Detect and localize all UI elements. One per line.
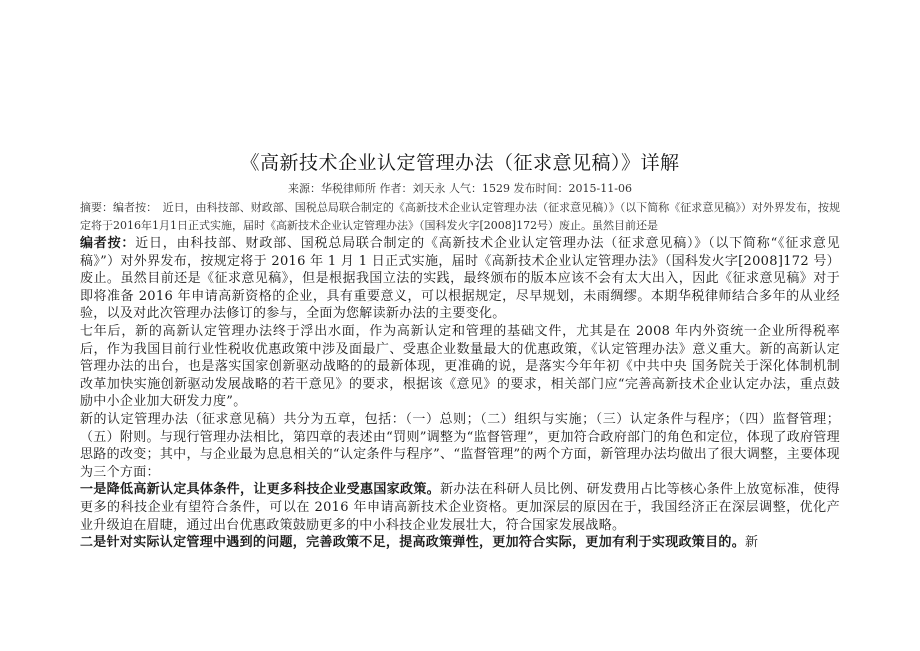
document-meta: 来源：华税律师所 作者：刘天永 人气：1529 发布时间：2015-11-06 [288,182,632,195]
document-body [80,235,840,552]
paragraph-lead: 编者按： [80,236,136,251]
paragraph [80,411,840,481]
paragraph-text: 新的认定管理办法（征求意见稿）共分为五章，包括：（一）总则；（二）组织与实施；（三）认定条件与程序；（四）监督管理；（五）附则。与现行管理办法相比，第四章的表述由“罚则”调整为“监督管理”，更加符合政府部门的角色和定位，体现了政府管理思路的改变；其中，与企业最为息息相关的“认定条件与程序”、“监督管理”的两个方面，新管理办法均做出了很大调整，主要体现为三个方面： [80,411,840,480]
paragraph-editor-note [80,235,840,323]
paragraph-text: 新 [745,535,759,551]
paragraph-text: 近日，由科技部、财政部、国税总局联合制定的《高新技术企业认定管理办法（征求意见稿）》（以下简称“《征求意见稿》”）对外界发布，按规定将于 2016 年 1 月 1 日正式实施，届时《高新技术企业认定管理办法》（国科发火字[2008]172 号）废止。虽然目前还是《征求意见稿》，但是根据我国立法的实践，最终颁布的版本应该不会有太大出入，因此《征求意见稿》对于即将准备 2016 年申请高新资格的企业，具有重要意义，可以根据规定，尽早规划，未雨绸缪。本期华税律师结合多年的从业经验，以及对此次管理办法修订的参与，全面为您解读新办法的主要变化。 [80,236,841,322]
document-title: 《高新技术企业认定管理办法（征求意见稿）》详解 [240,152,680,174]
paragraph-point-two [80,534,840,552]
paragraph [80,323,840,411]
paragraph-text: 新办法在科研人员比例、研发费用占比等核心条件上放宽标准，使得更多的科技企业有望符合条件，可以在 2016 年申请高新技术企业资格。更加深层的原因在于，我国经济正在深层调整，优化产业升级迫在眉睫，通过出台优惠政策鼓励更多的中小科技企业发展壮大，符合国家发展战略。 [80,482,840,533]
paragraph-lead: 二是针对实际认定管理中遇到的问题，完善政策不足，提高政策弹性，更加符合实际，更加有利于实现政策目的。 [80,535,746,551]
paragraph-point-one [80,481,840,534]
paragraph-lead: 一是降低高新认定具体条件，让更多科技企业受惠国家政策。 [80,482,441,498]
document-abstract: 摘要：编者按： 近日，由科技部、财政部、国税总局联合制定的《高新技术企业认定管理办法（征求意见稿）》（以下简称《征求意见稿》）对外界发布，按规定将于2016年1月1日正式实施，届时《高新技术企业认定管理办法》（国科发火字[2008]172号）废止。虽然目前还是 [80,201,840,232]
paragraph-text: 七年后，新的高新认定管理办法终于浮出水面，作为高新认定和管理的基础文件，尤其是在 2008 年内外资统一企业所得税率后，作为我国目前行业性税收优惠政策中涉及面最广、受惠企业数量最大的优惠政策，《认定管理办法》意义重大。新的高新认定管理办法的出台，也是落实国家创新驱动战略的的最新体现，更准确的说，是落实今年年初《中共中央 国务院关于深化体制机制改革加快实施创新驱动发展战略的若干意见》的要求，根据该《意见》的要求，相关部门应“完善高新技术企业认定办法，重点鼓励中小企业加大研发力度”。 [80,323,840,410]
